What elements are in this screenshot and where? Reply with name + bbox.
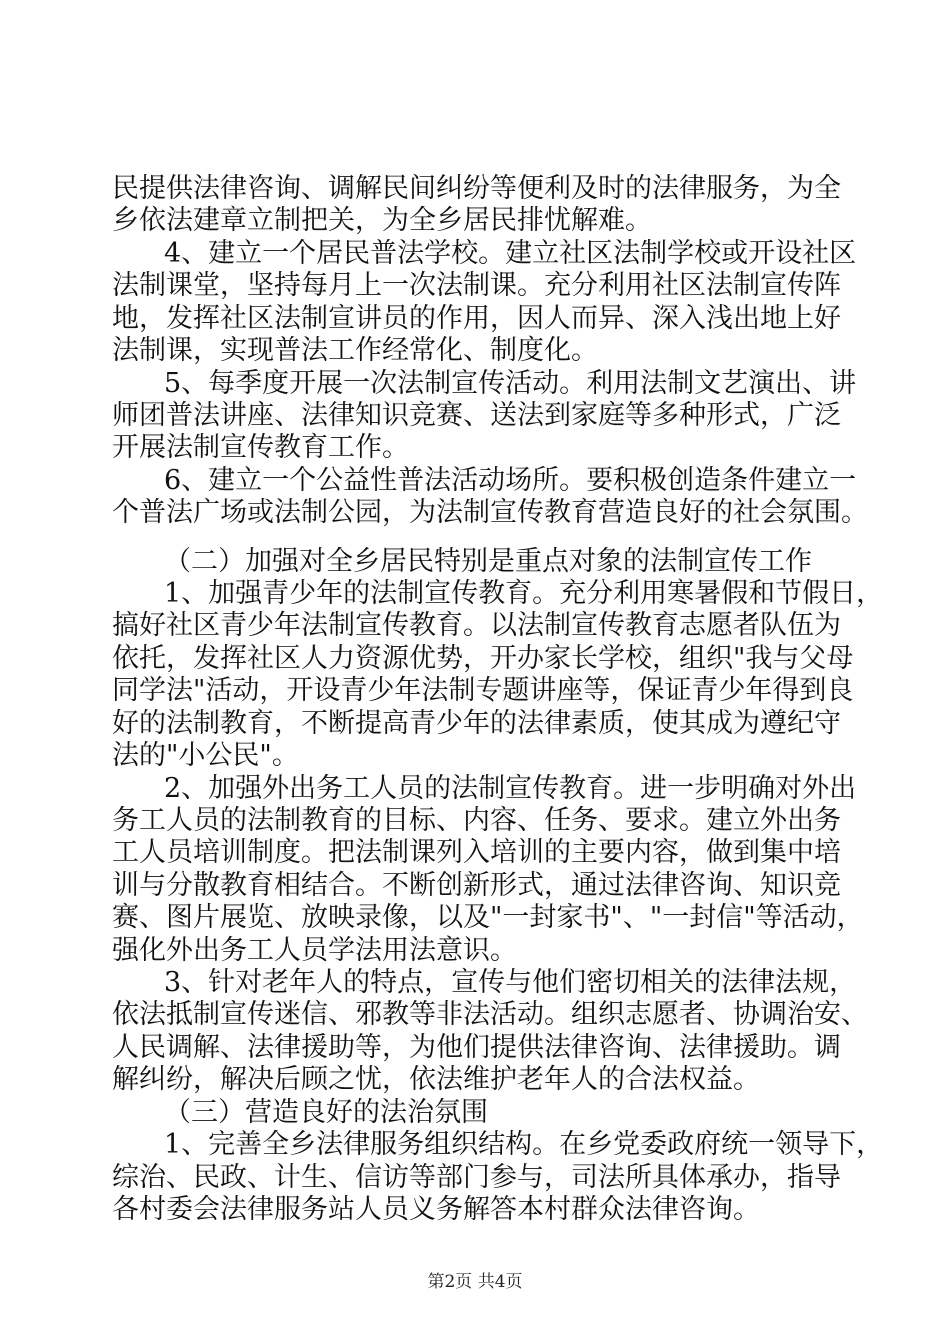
text-line: 人民调解、法律援助等，为他们提供法律咨询、法律援助。调 — [112, 1032, 841, 1063]
text-line: 师团普法讲座、法律知识竞赛、送法到家庭等多种形式，广泛 — [112, 400, 841, 431]
text-line: 工人员培训制度。把法制课列入培训的主要内容，做到集中培 — [112, 837, 841, 868]
text-line: 综治、民政、计生、信访等部门参与，司法所具体承办，指导 — [112, 1162, 841, 1193]
text-line: 开展法制宣传教育工作。 — [112, 432, 409, 463]
text-line: 5、每季度开展一次法制宣传活动。利用法制文艺演出、讲 — [164, 368, 857, 399]
text-line: 好的法制教育，不断提高青少年的法律素质，使其成为遵纪守 — [112, 708, 841, 739]
text-line: 强化外出务工人员学法用法意识。 — [112, 935, 517, 966]
text-line: 法的"小公民"。 — [112, 740, 299, 771]
text-line: 法制课，实现普法工作经常化、制度化。 — [112, 335, 598, 366]
text-line: 各村委会法律服务站人员义务解答本村群众法律咨询。 — [112, 1194, 760, 1225]
text-line: 民提供法律咨询、调解民间纠纷等便利及时的法律服务，为全 — [112, 173, 841, 204]
text-line: 同学法"活动，开设青少年法制专题讲座等，保证青少年得到良 — [112, 675, 854, 706]
text-line: 乡依法建章立制把关，为全乡居民排忧解难。 — [112, 205, 652, 236]
text-line: 6、建立一个公益性普法活动场所。要积极创造条件建立一 — [164, 465, 857, 496]
text-line: 训与分散教育相结合。不断创新形式，通过法律咨询、知识竞 — [112, 870, 841, 901]
page-number-footer: 第2页 共4页 — [427, 1272, 523, 1292]
text-line: 地，发挥社区法制宣讲员的作用，因人而异、深入浅出地上好 — [112, 303, 841, 334]
text-line: 依托，发挥社区人力资源优势，开办家长学校，组织"我与父母 — [112, 643, 854, 674]
text-line: 3、针对老年人的特点，宣传与他们密切相关的法律法规， — [164, 967, 857, 998]
text-line: 务工人员的法制教育的目标、内容、任务、要求。建立外出务 — [112, 805, 841, 836]
section-heading: （二）加强对全乡居民特别是重点对象的法制宣传工作 — [164, 546, 812, 577]
text-line: 4、建立一个居民普法学校。建立社区法制学校或开设社区 — [164, 238, 857, 269]
text-line: 个普法广场或法制公园，为法制宣传教育营造良好的社会氛围。 — [112, 497, 868, 528]
text-line: 2、加强外出务工人员的法制宣传教育。进一步明确对外出 — [164, 773, 857, 804]
text-line: 赛、图片展览、放映录像，以及"一封家书"、"一封信"等活动， — [112, 902, 864, 933]
text-line: 1、加强青少年的法制宣传教育。充分利用寒暑假和节假日， — [164, 578, 884, 609]
text-line: 1、完善全乡法律服务组织结构。在乡党委政府统一领导下， — [164, 1129, 884, 1160]
text-line: 搞好社区青少年法制宣传教育。以法制宣传教育志愿者队伍为 — [112, 610, 841, 641]
text-line: 解纠纷，解决后顾之忧，依法维护老年人的合法权益。 — [112, 1064, 760, 1095]
section-heading: （三）营造良好的法治氛围 — [164, 1097, 488, 1128]
text-line: 法制课堂，坚持每月上一次法制课。充分利用社区法制宣传阵 — [112, 270, 841, 301]
text-line: 依法抵制宣传迷信、邪教等非法活动。组织志愿者、协调治安、 — [112, 999, 868, 1030]
